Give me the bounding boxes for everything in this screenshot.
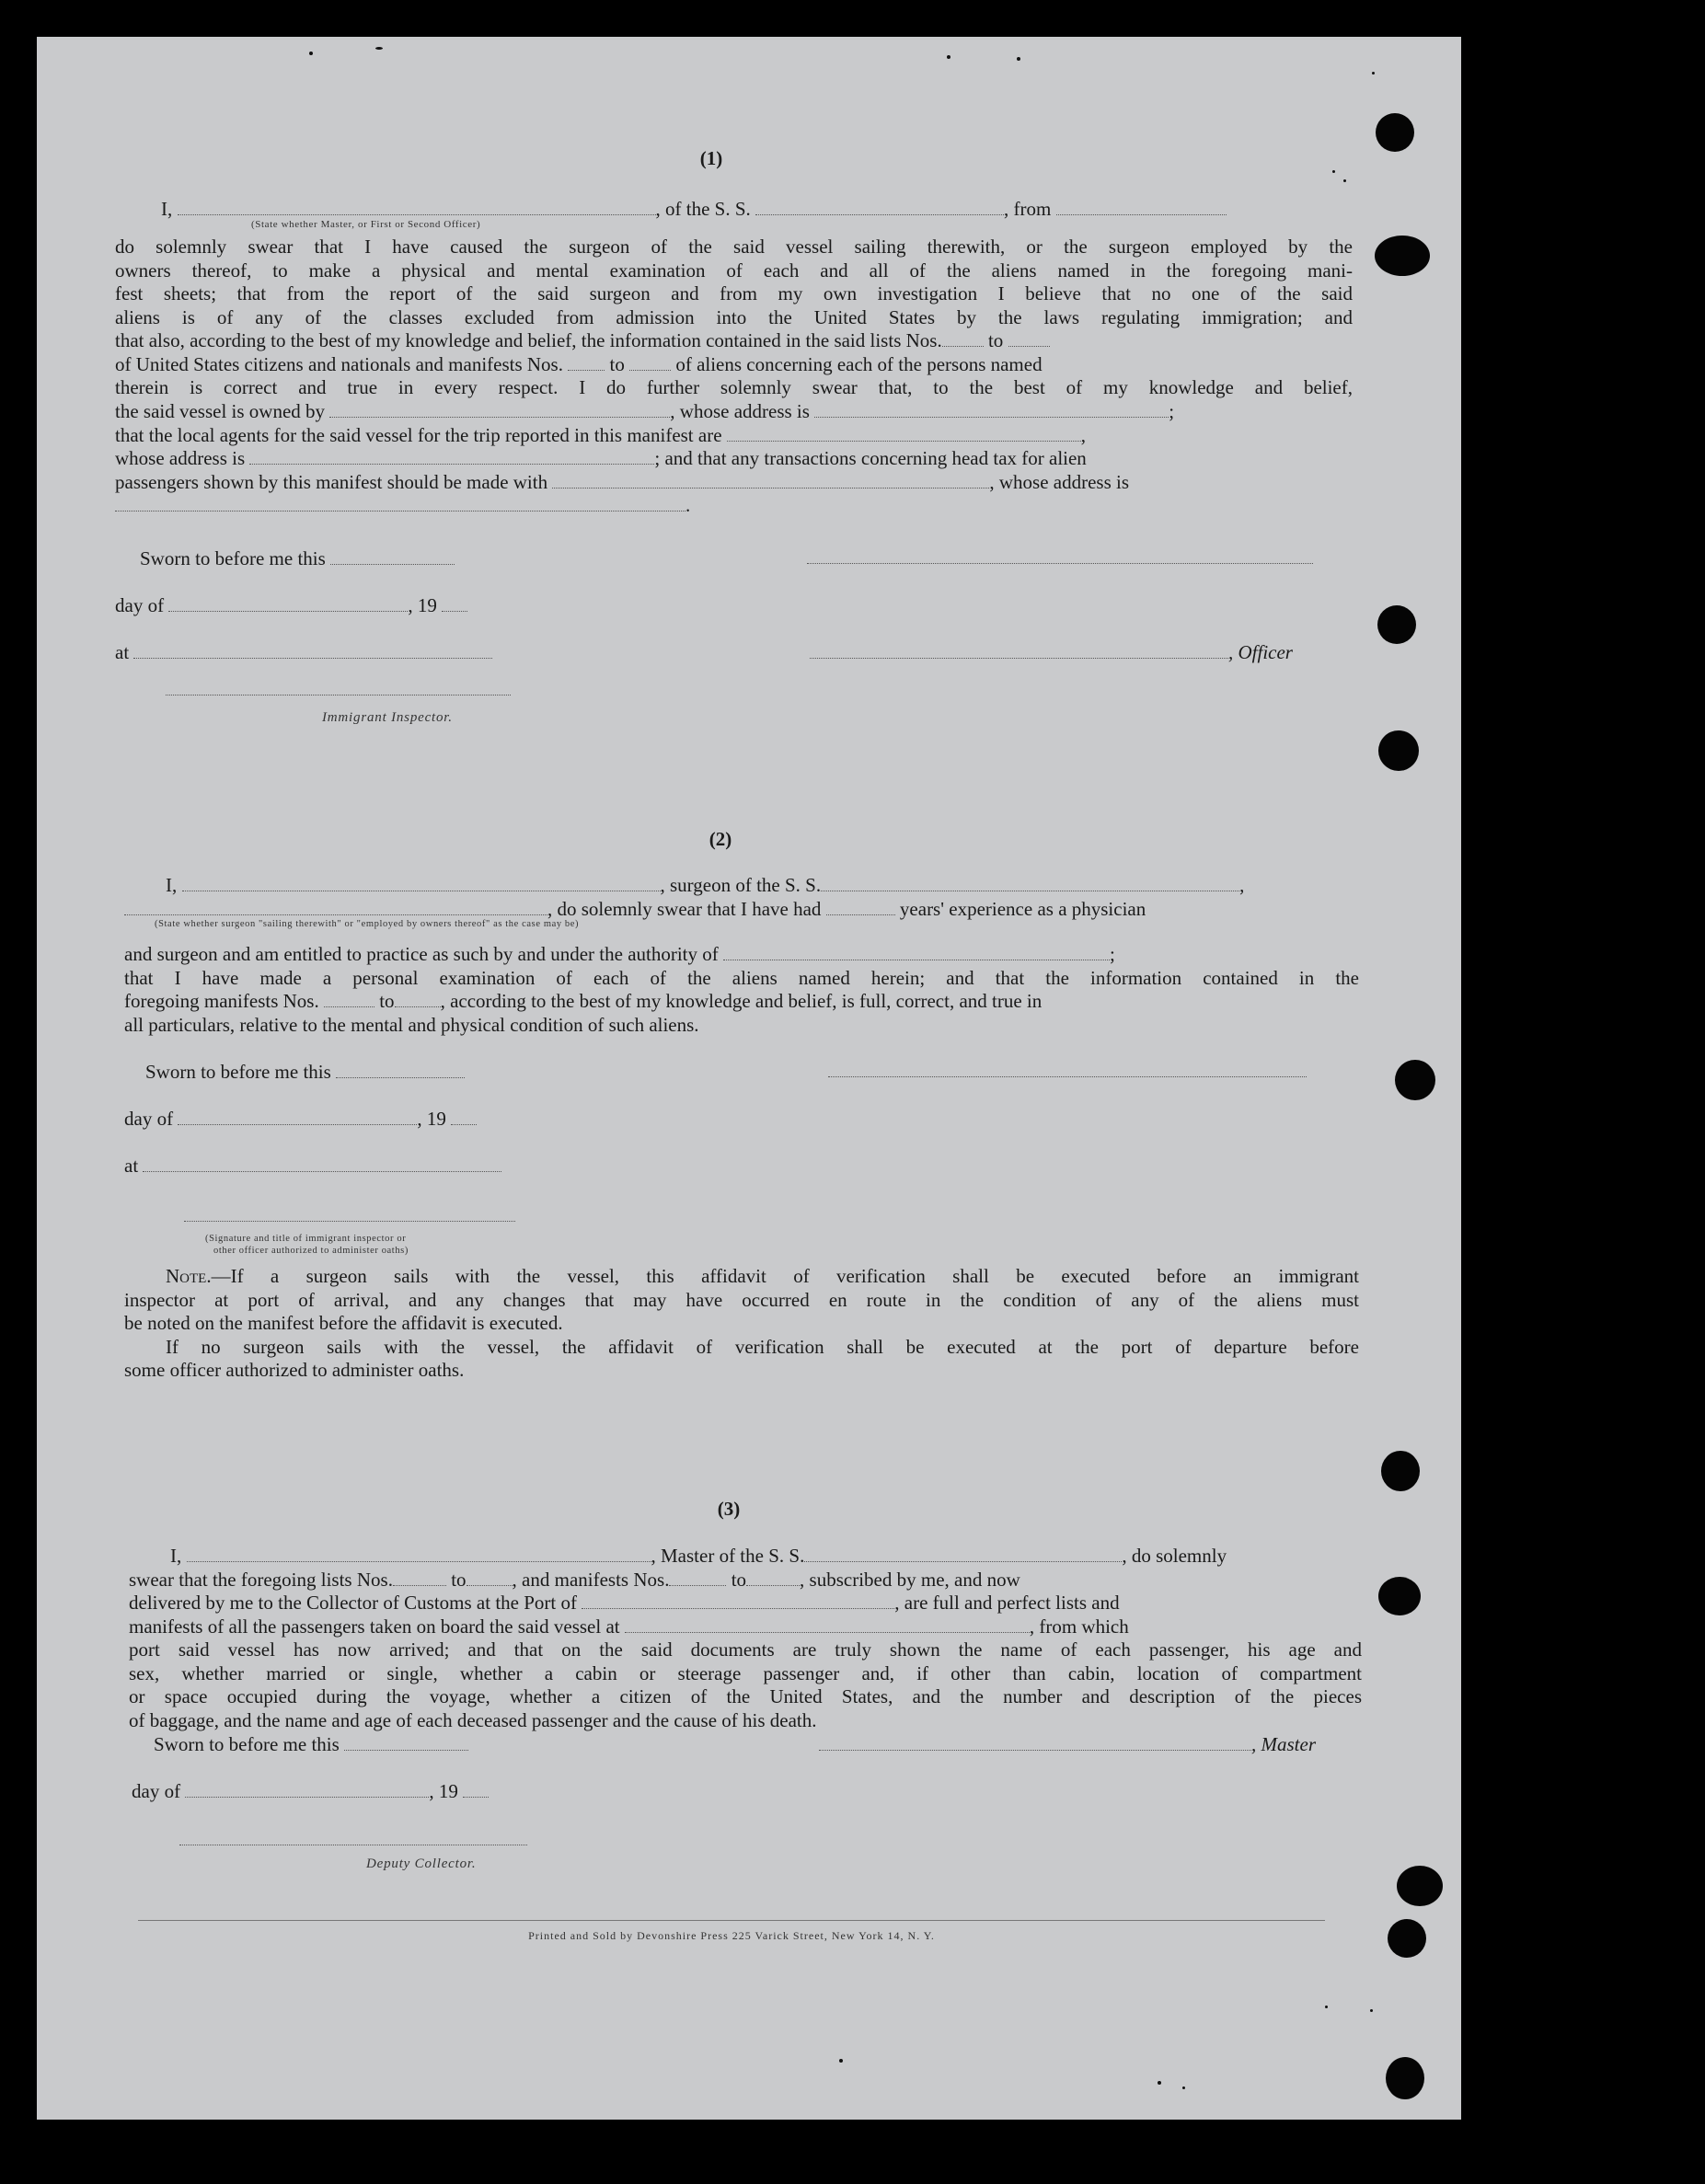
s2-note-line: inspector at port of arrival, and any changes that may have occurred en route in the condition of any of the aliens must <box>124 1288 1359 1311</box>
s3-para-line: or space occupied during the voyage, whether a citizen of the United States, and the number and description of the pieces <box>129 1685 1362 1707</box>
s3-from-which-text: , from which <box>1029 1615 1129 1638</box>
s1-passengers-text: passengers shown by this manifest should be made with <box>115 471 548 493</box>
s2-sworn-blank[interactable] <box>336 1064 465 1078</box>
s2-i: I, <box>166 874 178 896</box>
s1-para-line: aliens is of any of the classes excluded from admission into the United States by the laws regulating immigration; and <box>115 305 1353 328</box>
s1-citizens-text: of United States citizens and nationals and manifests Nos. <box>115 353 563 375</box>
speck <box>1372 72 1375 75</box>
s1-para-line: owners thereof, to make a physical and mental examination of each and all of the aliens named in the foregoing mani- <box>115 259 1353 282</box>
s2-note-line <box>124 1265 1359 1289</box>
s2-note-label: Note. <box>166 1265 212 1287</box>
s1-manifests-from-blank[interactable] <box>568 357 605 371</box>
s2-day-of-text: day of <box>124 1108 174 1130</box>
s1-i: I, <box>161 198 173 220</box>
s3-lists-to: to <box>451 1569 467 1591</box>
s1-agents-text: that the local agents for the said vessel for the trip reported in this manifest are <box>115 424 722 446</box>
s3-ship-blank[interactable] <box>804 1548 1122 1562</box>
s2-note-line: be noted on the manifest before the affidavit is executed. <box>124 1312 563 1334</box>
s2-authority-blank[interactable] <box>723 947 1110 960</box>
section-3-number: (3) <box>717 1498 741 1520</box>
s3-line-2 <box>129 1569 1020 1592</box>
s2-manifests-from-blank[interactable] <box>324 994 374 1007</box>
punch-hole <box>1375 236 1430 276</box>
s1-at-text: at <box>115 641 130 663</box>
s1-correct-text: therein is correct and true in every respect. I do further solemnly swear that, to the best of my knowledge and belief, <box>115 376 1353 398</box>
s2-caption: (State whether surgeon "sailing therewith" or "employed by owners thereof" as the case may be) <box>155 919 580 929</box>
s3-year-blank[interactable] <box>463 1784 489 1798</box>
s1-passengers-address-text: , whose address is <box>989 471 1130 493</box>
s1-para-line: do solemnly swear that I have caused the surgeon of the said vessel sailing therewith, or the surgeon employed by the <box>115 236 1353 258</box>
s1-line-last <box>115 494 690 518</box>
s1-head-tax-address-blank[interactable] <box>115 498 685 512</box>
s3-collector-text: delivered by me to the Collector of Customs at the Port of <box>129 1592 577 1614</box>
s1-owner-blank[interactable] <box>329 404 670 418</box>
s3-board-text: manifests of all the passengers taken on board the said vessel at <box>129 1615 620 1638</box>
s2-sig-caption-2: other officer authorized to administer oaths) <box>213 1246 409 1256</box>
s3-manifests-to: to <box>731 1569 747 1591</box>
s1-officer <box>810 641 1293 665</box>
s1-paragraph <box>115 236 1353 329</box>
s1-at-blank[interactable] <box>133 645 492 659</box>
punch-hole <box>1388 1919 1426 1958</box>
s1-line-owned <box>115 400 1174 424</box>
s1-period: . <box>685 494 691 516</box>
s3-line-4 <box>129 1615 1129 1639</box>
s1-agents-comma: , <box>1080 424 1087 446</box>
s1-sworn <box>140 547 455 571</box>
s1-nineteen: , 19 <box>408 594 437 616</box>
s2-authority-semicolon: ; <box>1110 943 1115 965</box>
s2-note-text: —If a surgeon sails with the vessel, this affidavit of verification shall be executed before an immigrant <box>211 1265 1359 1287</box>
s1-officer-blank[interactable] <box>810 645 1228 659</box>
s1-line-citizens <box>115 353 1043 377</box>
s3-day-of <box>132 1780 489 1804</box>
manifest-affidavit-page <box>37 37 1461 2120</box>
s3-lists-from-blank[interactable] <box>393 1572 446 1586</box>
s2-year-blank[interactable] <box>451 1111 477 1125</box>
s1-owner-address-blank[interactable] <box>814 404 1169 418</box>
s3-manifests-text: , and manifests Nos. <box>512 1569 670 1591</box>
s1-nos-text: that also, according to the best of my knowledge and belief, the information contained in the said lists Nos. <box>115 329 942 351</box>
s3-lists-text: swear that the foregoing lists Nos. <box>129 1569 393 1591</box>
speck <box>1017 57 1020 61</box>
s1-lists-to-blank[interactable] <box>1008 333 1050 347</box>
s3-master-blank[interactable] <box>819 1737 1251 1751</box>
s1-agents-blank[interactable] <box>727 428 1081 442</box>
s2-at-text: at <box>124 1155 139 1177</box>
s2-manifests-to: to <box>379 990 395 1012</box>
punch-hole <box>1386 2057 1424 2099</box>
s2-line-5 <box>124 990 1042 1014</box>
s2-sworn <box>145 1061 465 1085</box>
s3-day-of-text: day of <box>132 1780 181 1802</box>
s1-lists-from-blank[interactable] <box>942 333 984 347</box>
s1-inspector-caption: Immigrant Inspector. <box>322 710 453 725</box>
s2-line-6: all particulars, relative to the mental and physical condition of such aliens. <box>124 1014 699 1036</box>
s3-para-line: port said vessel has now arrived; and that on the said documents are truly shown the name of each passenger, his age and <box>129 1638 1362 1661</box>
s1-para-line: fest sheets; that from the report of the said surgeon and from my own investigation I believe that no one of the said <box>115 282 1353 305</box>
s1-of-ss: , of the S. S. <box>655 198 751 220</box>
s3-lists-to-blank[interactable] <box>467 1572 513 1586</box>
s1-name-blank[interactable] <box>178 201 656 215</box>
s2-manifests-to-blank[interactable] <box>395 994 441 1007</box>
s1-head-tax-blank[interactable] <box>552 475 989 489</box>
s1-year-blank[interactable] <box>442 598 467 612</box>
s2-at-blank[interactable] <box>143 1158 501 1172</box>
s1-sworn-blank[interactable] <box>330 551 455 565</box>
s2-line-4 <box>124 967 1359 991</box>
s1-from: , from <box>1004 198 1052 220</box>
s3-para-line: of baggage, and the name and age of each deceased passenger and the cause of his death. <box>129 1708 817 1731</box>
s3-line-1 <box>170 1545 1227 1569</box>
s1-line-1 <box>161 198 1227 222</box>
s3-subscribed-text: , subscribed by me, and now <box>800 1569 1020 1591</box>
s2-years-blank[interactable] <box>826 902 895 915</box>
s2-at <box>124 1155 501 1178</box>
speck <box>1158 2081 1161 2085</box>
s1-ship-blank[interactable] <box>755 201 1004 215</box>
s1-line-agents <box>115 424 1086 448</box>
s3-perfect-text: , are full and perfect lists and <box>894 1592 1120 1614</box>
s2-signature-line[interactable] <box>828 1076 1307 1077</box>
s1-citizens-end: of aliens concerning each of the persons named <box>675 353 1043 375</box>
s2-ship-blank[interactable] <box>821 878 1239 891</box>
s3-sworn <box>154 1733 468 1757</box>
s1-agents-address-blank[interactable] <box>249 451 654 465</box>
s2-manifests-text: foregoing manifests Nos. <box>124 990 319 1012</box>
s2-day-of <box>124 1108 477 1132</box>
s2-line1-comma: , <box>1239 874 1245 896</box>
s1-officer-text: , Officer <box>1228 641 1293 663</box>
punch-hole <box>1378 1577 1421 1615</box>
punch-hole <box>1378 730 1419 771</box>
s2-belief-text: , according to the best of my knowledge and belief, is full, correct, and true in <box>440 990 1043 1012</box>
s3-sworn-blank[interactable] <box>344 1737 468 1751</box>
s3-i: I, <box>170 1545 182 1567</box>
s1-head-tax-text: ; and that any transactions concerning head tax for alien <box>654 447 1087 469</box>
s2-examination-text: that I have made a personal examination of each of the aliens named herein; and that the information contained in the <box>124 967 1359 989</box>
s3-sworn-text: Sworn to before me this <box>154 1733 340 1755</box>
punch-hole <box>1381 1451 1420 1491</box>
s1-nos-to: to <box>987 329 1004 351</box>
s3-master-text: , Master of the S. S. <box>651 1545 805 1567</box>
s2-nineteen: , 19 <box>417 1108 446 1130</box>
s3-nineteen: , 19 <box>429 1780 458 1802</box>
s1-whose-text: whose address is <box>115 447 246 469</box>
punch-hole <box>1377 605 1416 644</box>
s1-citizens-to: to <box>609 353 625 375</box>
punch-hole <box>1397 1866 1443 1906</box>
printer-footer: Printed and Sold by Devonshire Press 225 Varick Street, New York 14, N. Y. <box>528 1929 935 1942</box>
section-2-number: (2) <box>708 828 732 850</box>
punch-hole <box>1376 113 1414 152</box>
speck <box>1343 179 1346 182</box>
s1-owned-semicolon: ; <box>1169 400 1175 422</box>
s3-para-line: sex, whether married or single, whether a cabin or steerage passenger and, if other than cabin, location of compartment <box>129 1661 1362 1684</box>
s2-experience-text: years' experience as a physician <box>899 898 1146 920</box>
s1-owner-address-text: , whose address is <box>670 400 810 422</box>
s2-note2-line: some officer authorized to administer oaths. <box>124 1359 465 1381</box>
s2-sworn-text: Sworn to before me this <box>145 1061 331 1083</box>
s1-line-passengers <box>115 471 1129 495</box>
s2-name-blank[interactable] <box>182 878 661 891</box>
s3-collector-caption: Deputy Collector. <box>366 1856 477 1871</box>
s2-line-1 <box>166 874 1244 898</box>
s2-sig-caption-1: (Signature and title of immigrant inspector or <box>205 1234 407 1244</box>
s2-surgeon-text: , surgeon of the S. S. <box>660 874 822 896</box>
s1-owned-text: the said vessel is owned by <box>115 400 326 422</box>
s3-master-sig-text: , Master <box>1251 1733 1316 1755</box>
speck <box>1325 2006 1328 2008</box>
s1-caption: (State whether Master, or First or Second Officer) <box>251 219 481 230</box>
s1-line-nos <box>115 329 1050 353</box>
speck <box>1370 2009 1373 2012</box>
s3-name-blank[interactable] <box>187 1548 651 1562</box>
s2-line-3 <box>124 943 1115 967</box>
s1-day-blank[interactable] <box>168 598 408 612</box>
s3-master <box>819 1733 1316 1757</box>
s3-paragraph <box>129 1638 1362 1732</box>
s3-line-3 <box>129 1592 1120 1615</box>
s1-day-of <box>115 594 467 618</box>
s1-at <box>115 641 492 665</box>
s3-solemnly-text: , do solemnly <box>1122 1545 1227 1567</box>
s2-inspector-line[interactable] <box>184 1221 515 1222</box>
s2-authority-text: and surgeon and am entitled to practice as such by and under the authority of <box>124 943 719 965</box>
punch-hole <box>1395 1060 1435 1100</box>
s2-note2-line: If no surgeon sails with the vessel, the affidavit of verification shall be executed at the port of departure before <box>166 1335 1359 1358</box>
s3-port-blank[interactable] <box>582 1595 894 1609</box>
s3-manifests-from-blank[interactable] <box>669 1572 726 1586</box>
s1-from-blank[interactable] <box>1056 201 1227 215</box>
section-1-number: (1) <box>699 147 723 169</box>
s1-line-whose <box>115 447 1087 471</box>
s3-departure-blank[interactable] <box>625 1619 1030 1633</box>
footer-rule <box>138 1920 1325 1921</box>
speck <box>839 2059 843 2063</box>
s1-signature-line[interactable] <box>807 563 1313 564</box>
s2-day-blank[interactable] <box>178 1111 417 1125</box>
s1-sworn-text: Sworn to before me this <box>140 547 326 569</box>
s2-swear-text: , do solemnly swear that I have had <box>547 898 822 920</box>
s3-manifests-to-blank[interactable] <box>746 1572 800 1586</box>
speck <box>1182 2086 1185 2089</box>
speck <box>309 52 313 55</box>
s2-status-blank[interactable] <box>124 902 547 915</box>
s1-day-of-text: day of <box>115 594 165 616</box>
speck <box>1332 170 1335 173</box>
speck <box>947 55 950 59</box>
s3-day-blank[interactable] <box>185 1784 429 1798</box>
speck <box>375 47 383 50</box>
s1-manifests-to-blank[interactable] <box>629 357 671 371</box>
s1-correct-line <box>115 376 1353 400</box>
s2-note <box>124 1265 1359 1383</box>
